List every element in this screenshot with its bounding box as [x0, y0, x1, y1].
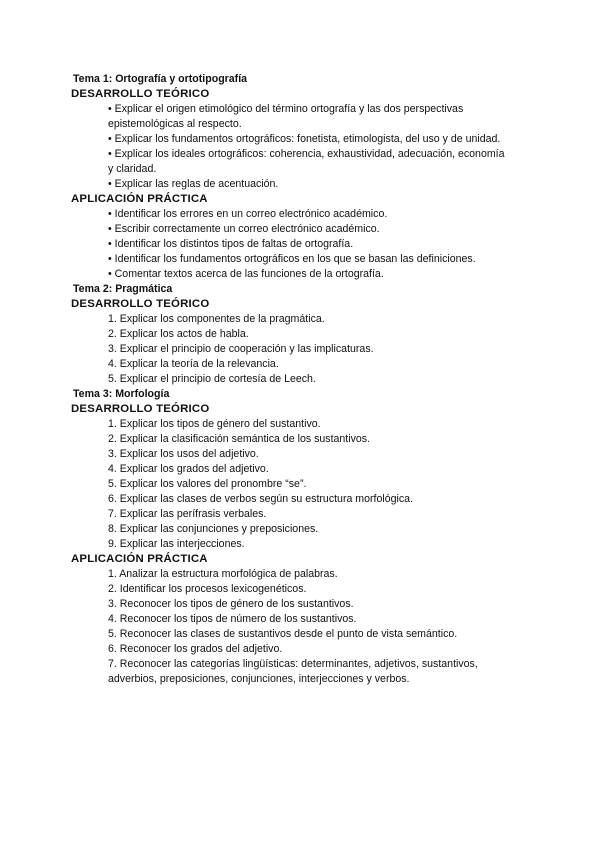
list-item: 4. Reconocer los tipos de número de los sustantivos.	[108, 613, 357, 625]
list-item: • Explicar el origen etimológico del término ortografía y las dos perspectivas epistemológicas al respecto.	[108, 103, 464, 130]
list-item: 2. Explicar la clasificación semántica de los sustantivos.	[108, 433, 371, 445]
section-heading: APLICACIÓN PRÁCTICA	[71, 193, 208, 205]
list-item: • Identificar los fundamentos ortográficos en los que se basan las definiciones.	[108, 253, 476, 265]
list-item: 6. Reconocer los grados del adjetivo.	[108, 643, 283, 655]
list-item: • Escribir correctamente un correo electrónico académico.	[108, 223, 380, 235]
list-item: 5. Explicar el principio de cortesía de Leech.	[108, 373, 316, 385]
list-item: • Identificar los errores en un correo electrónico académico.	[108, 208, 388, 220]
topic-title: Tema 2: Pragmática	[73, 283, 173, 295]
list-item: • Explicar los ideales ortográficos: coherencia, exhaustividad, adecuación, economía y claridad.	[108, 148, 505, 175]
topic-title: Tema 1: Ortografía y ortotipografía	[73, 73, 248, 85]
section-heading: DESARROLLO TEÓRICO	[71, 403, 210, 415]
list-item: 5. Explicar los valores del pronombre “se”.	[108, 478, 307, 490]
list-item: 8. Explicar las conjunciones y preposiciones.	[108, 523, 319, 535]
list-item: 2. Identificar los procesos lexicogenéticos.	[108, 583, 307, 595]
list-item: 3. Reconocer los tipos de género de los sustantivos.	[108, 598, 354, 610]
list-item: • Comentar textos acerca de las funciones de la ortografía.	[108, 268, 384, 280]
document-content	[73, 72, 513, 687]
section-heading: APLICACIÓN PRÁCTICA	[71, 553, 208, 565]
list-item: 4. Explicar los grados del adjetivo.	[108, 463, 269, 475]
list-item: 1. Explicar los componentes de la pragmática.	[108, 313, 325, 325]
list-item: 3. Explicar los usos del adjetivo.	[108, 448, 259, 460]
list-item: 1. Explicar los tipos de género del sustantivo.	[108, 418, 321, 430]
list-item: 3. Explicar el principio de cooperación y las implicaturas.	[108, 343, 374, 355]
list-item: 7. Explicar las perífrasis verbales.	[108, 508, 267, 520]
list-item: 2. Explicar los actos de habla.	[108, 328, 249, 340]
list-item: • Explicar los fundamentos ortográficos: fonetista, etimologista, del uso y de unidad.	[108, 133, 501, 145]
list-item: 5. Reconocer las clases de sustantivos desde el punto de vista semántico.	[108, 628, 458, 640]
list-item: 1. Analizar la estructura morfológica de palabras.	[108, 568, 338, 580]
topic-title: Tema 3: Morfología	[73, 388, 170, 400]
list-item: • Identificar los distintos tipos de faltas de ortografía.	[108, 238, 354, 250]
list-item: • Explicar las reglas de acentuación.	[108, 178, 279, 190]
list-item: 9. Explicar las interjecciones.	[108, 538, 245, 550]
list-item: 7. Reconocer las categorías lingüísticas: determinantes, adjetivos, sustantivos, adverbios, preposiciones, conjunciones, interjecciones y verbos.	[108, 658, 478, 685]
section-heading: DESARROLLO TEÓRICO	[71, 88, 210, 100]
list-item: 6. Explicar las clases de verbos según su estructura morfológica.	[108, 493, 414, 505]
list-item: 4. Explicar la teoría de la relevancia.	[108, 358, 279, 370]
section-heading: DESARROLLO TEÓRICO	[71, 298, 210, 310]
